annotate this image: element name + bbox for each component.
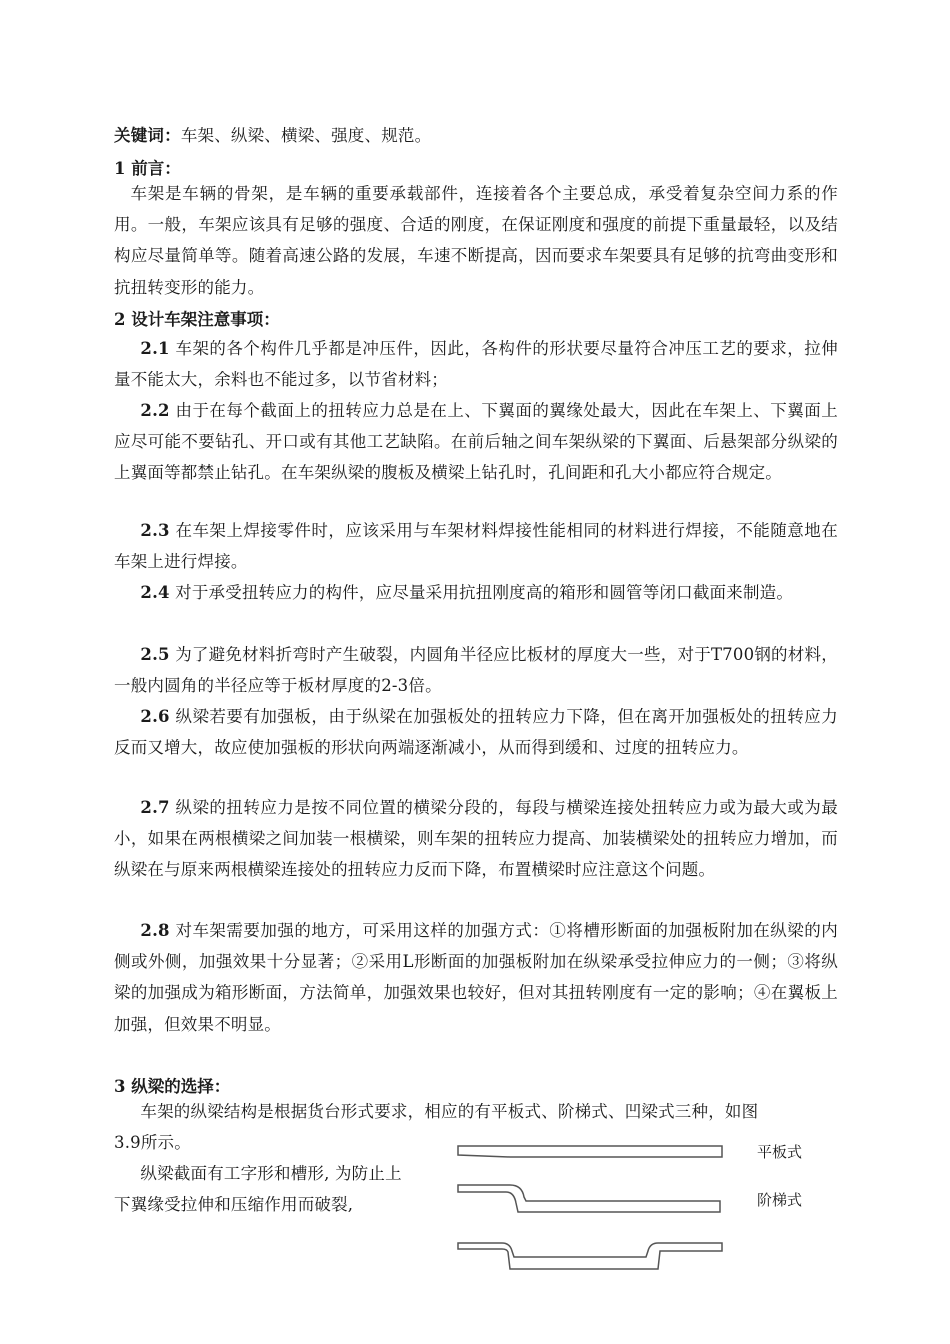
keywords-line — [114, 120, 838, 151]
rail-profiles-figure — [450, 1135, 750, 1285]
item-text: 车架的各个构件几乎都是冲压件，因此，各构件的形状要尽量符合冲压工艺的要求，拉伸量不能太大，余料也不能过多，以节省材料； — [114, 339, 838, 390]
item-2-4 — [114, 577, 838, 608]
item-text: 对车架需要加强的地方，可采用这样的加强方式：①将槽形断面的加强板附加在纵梁的内侧或外侧，加强效果十分显著；②采用L形断面的加强板附加在纵梁承受拉伸应力的一侧；③将纵梁的加强成为箱形断面，方法简单，加强效果也较好，但对其扭转刚度有一定的影响；④在翼板上加强，但效果不明显。 — [114, 921, 838, 1034]
section3-paragraph1-line1: 车架的纵梁结构是根据货台形式要求，相应的有平板式、阶梯式、凹梁式三种，如图 — [140, 1102, 759, 1121]
item-number: 2.6 — [140, 707, 170, 726]
item-2-3 — [114, 515, 838, 577]
item-text: 为了避免材料折弯时产生破裂，内圆角半径应比板材的厚度大一些，对于T700钢的材料，一般内圆角的半径应等于板材厚度的2-3倍。 — [114, 645, 838, 696]
item-number: 2.3 — [140, 521, 170, 540]
keywords-text: 车架、纵梁、横梁、强度、规范。 — [180, 126, 432, 145]
item-number: 2.7 — [140, 798, 170, 817]
section1-heading: 1 前言： — [114, 159, 181, 178]
item-text: 由于在每个截面上的扭转应力总是在上、下翼面的翼缘处最大，因此在车架上、下翼面上应尽可能不要钻孔、开口或有其他工艺缺陷。在前后轴之间车架纵梁的下翼面、后悬架部分纵梁的上翼面等都禁止钻孔。在车架纵梁的腹板及横梁上钻孔时，孔间距和孔大小都应符合规定。 — [114, 401, 838, 483]
item-text: 纵梁若要有加强板，由于纵梁在加强板处的扭转应力下降，但在离开加强板处的扭转应力反而又增大，故应使加强板的形状向两端逐渐减小，从而得到缓和、过度的扭转应力。 — [114, 707, 838, 758]
item-text: 在车架上焊接零件时，应该采用与车架材料焊接性能相同的材料进行焊接，不能随意地在车架上进行焊接。 — [114, 521, 838, 572]
figure-label-flat: 平板式 — [757, 1143, 803, 1161]
item-2-8 — [114, 915, 838, 1040]
item-2-1 — [114, 333, 838, 395]
item-text: 纵梁的扭转应力是按不同位置的横梁分段的，每段与横梁连接处扭转应力或为最大或为最小，如果在两根横梁之间加装一根横梁，则车架的扭转应力提高、加装横梁处的扭转应力增加，而纵梁在与原来两根横梁连接处的扭转应力反而下降，布置横梁时应注意这个问题。 — [114, 798, 838, 880]
drop-rail-profile — [458, 1243, 722, 1269]
item-2-6 — [114, 701, 838, 763]
item-number: 2.2 — [140, 401, 170, 420]
item-2-7 — [114, 792, 838, 886]
flat-rail-profile — [458, 1146, 722, 1157]
item-2-2 — [114, 395, 838, 489]
section3-paragraph1-line2: 3.9所示。 — [114, 1133, 191, 1152]
section2-heading: 2 设计车架注意事项： — [114, 310, 280, 329]
item-number: 2.8 — [140, 921, 170, 940]
section3-heading: 3 纵梁的选择： — [114, 1077, 231, 1096]
keywords-label: 关键词： — [114, 126, 181, 145]
item-number: 2.1 — [140, 339, 170, 358]
section3-paragraph2-line2: 下翼缘受拉伸和压缩作用而破裂, — [114, 1195, 354, 1214]
item-text: 对于承受扭转应力的构件，应尽量采用抗扭刚度高的箱形和圆管等闭口截面来制造。 — [169, 583, 794, 602]
figure-label-stepped: 阶梯式 — [757, 1191, 803, 1209]
item-2-5 — [114, 639, 838, 701]
stepped-rail-profile — [458, 1185, 720, 1212]
item-number: 2.4 — [140, 583, 170, 602]
section1-paragraph: 车架是车辆的骨架，是车辆的重要承载部件，连接着各个主要总成，承受着复杂空间力系的作用。一般，车架应该具有足够的强度、合适的刚度，在保证刚度和强度的前提下重量最轻，以及结构应尽量简单等。随着高速公路的发展，车速不断提高，因而要求车架要具有足够的抗弯曲变形和抗扭转变形的能力。 — [114, 184, 838, 297]
section3-paragraph2-line1: 纵梁截面有工字形和槽形, 为防止上 — [140, 1164, 402, 1183]
item-number: 2.5 — [140, 645, 170, 664]
